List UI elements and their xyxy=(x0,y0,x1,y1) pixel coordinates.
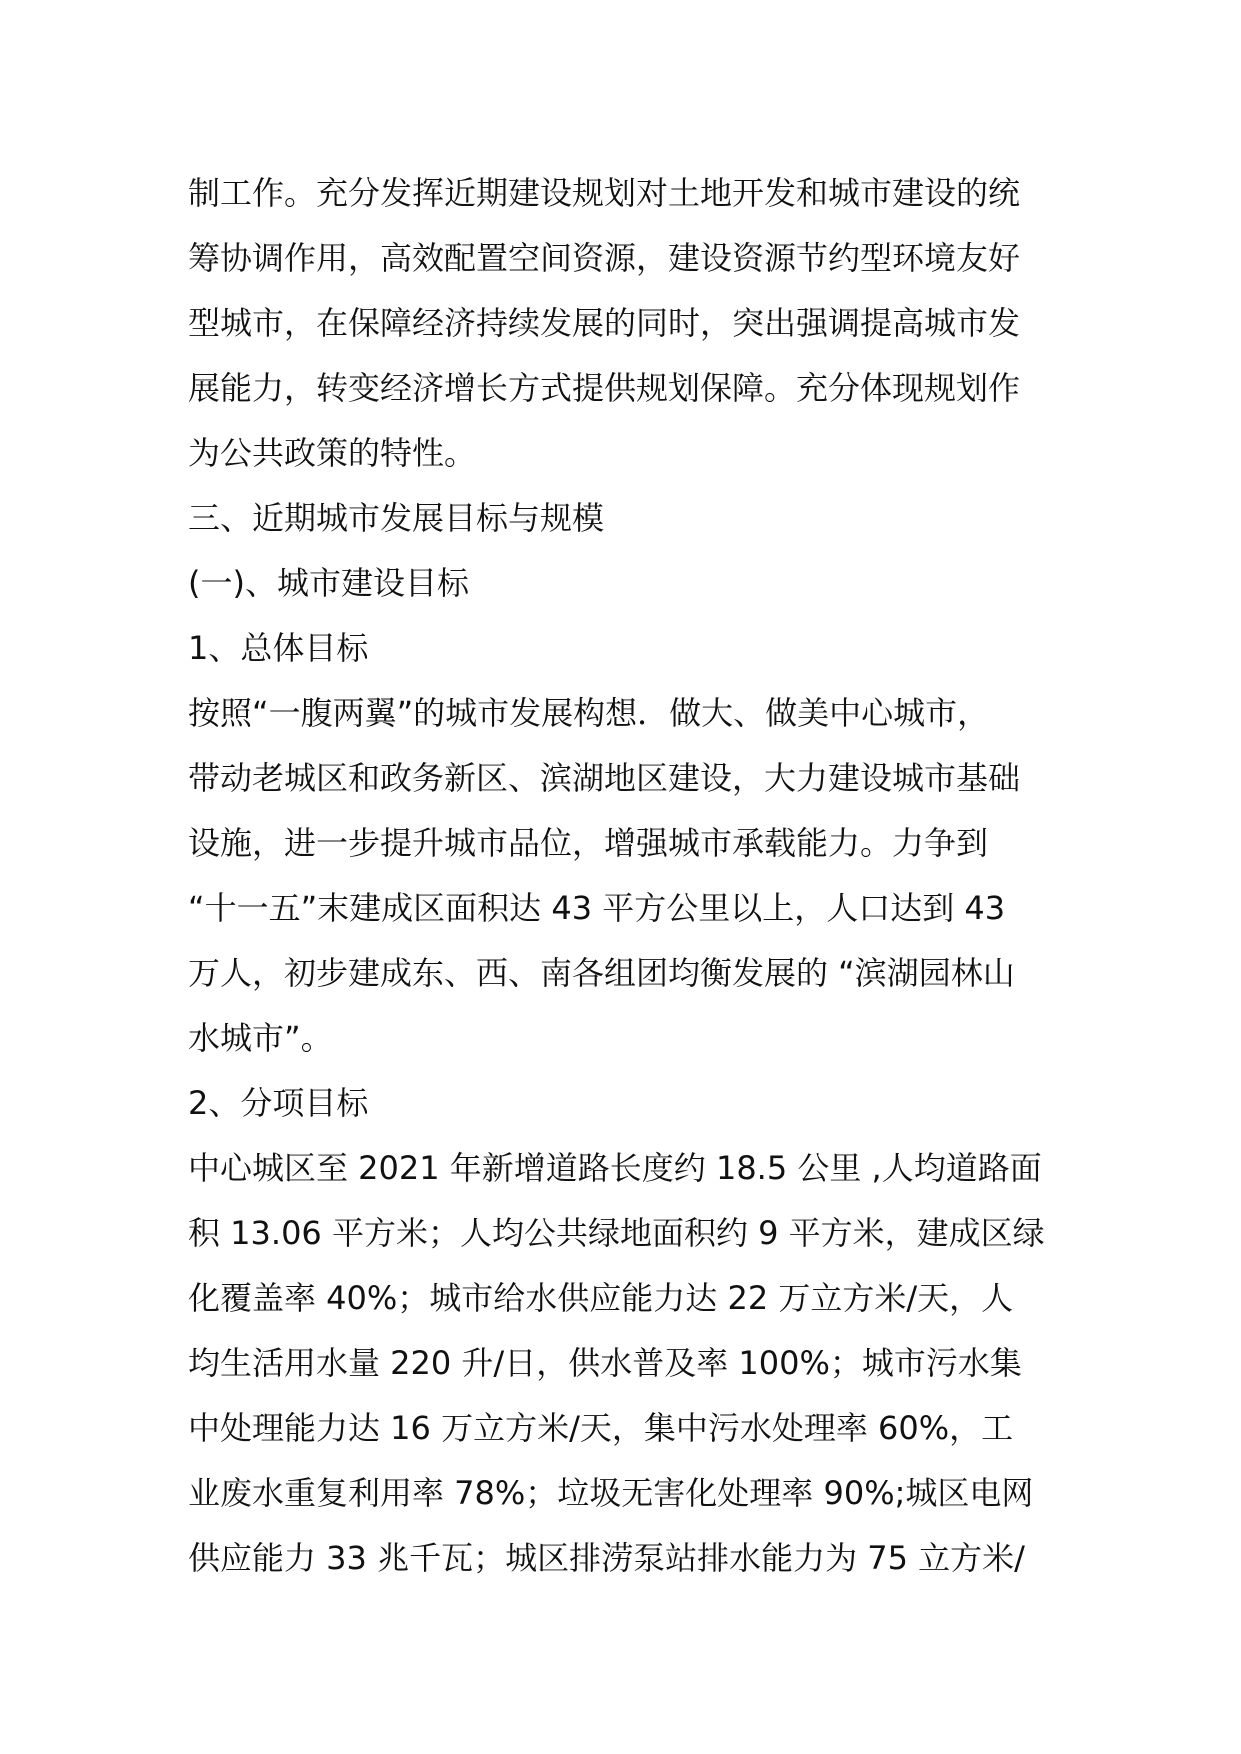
paragraph-line: 积 13.06 平方米；人均公共绿地面积约 9 平方米，建成区绿 xyxy=(188,1214,1045,1252)
item-heading: 2、分项目标 xyxy=(188,1084,369,1122)
paragraph-line: 型城市，在保障经济持续发展的同时，突出强调提高城市发 xyxy=(188,304,1021,342)
paragraph-line: 均生活用水量 220 升/日，供水普及率 100%；城市污水集 xyxy=(188,1344,1022,1382)
paragraph-line: 化覆盖率 40%；城市给水供应能力达 22 万立方米/天，人 xyxy=(188,1279,1014,1317)
paragraph-line: “十一五”末建成区面积达 43 平方公里以上，人口达到 43 xyxy=(188,889,1006,927)
paragraph-line: 水城市”。 xyxy=(188,1019,333,1057)
paragraph-line: 筹协调作用，高效配置空间资源，建设资源节约型环境友好 xyxy=(188,239,1021,277)
paragraph-line: 业废水重复利用率 78%；垃圾无害化处理率 90%;城区电网 xyxy=(188,1474,1034,1512)
subsection-heading: (一)、城市建设目标 xyxy=(188,564,469,602)
paragraph-line: 中处理能力达 16 万立方米/天，集中污水处理率 60%，工 xyxy=(188,1409,1014,1447)
paragraph-line: 供应能力 33 兆千瓦；城区排涝泵站排水能力为 75 立方米/ xyxy=(188,1539,1025,1577)
paragraph-line: 万人，初步建成东、西、南各组团均衡发展的 “滨湖园林山 xyxy=(188,954,1015,992)
paragraph-line: 展能力，转变经济增长方式提供规划保障。充分体现规划作 xyxy=(188,369,1021,407)
paragraph-line: 为公共政策的特性。 xyxy=(188,434,477,472)
paragraph-line: 按照“一腹两翼”的城市发展构想．做大、做美中心城市， xyxy=(188,694,990,732)
item-heading: 1、总体目标 xyxy=(188,629,369,667)
section-heading: 三、近期城市发展目标与规模 xyxy=(188,499,605,537)
paragraph-line: 中心城区至 2021 年新增道路长度约 18.5 公里 ,人均道路面 xyxy=(188,1149,1042,1187)
paragraph-line: 设施，进一步提升城市品位，增强城市承载能力。力争到 xyxy=(188,824,989,862)
paragraph-line: 带动老城区和政务新区、滨湖地区建设，大力建设城市基础 xyxy=(188,759,1021,797)
body-text xyxy=(188,161,1058,1591)
paragraph-line: 制工作。充分发挥近期建设规划对土地开发和城市建设的统 xyxy=(188,174,1021,212)
